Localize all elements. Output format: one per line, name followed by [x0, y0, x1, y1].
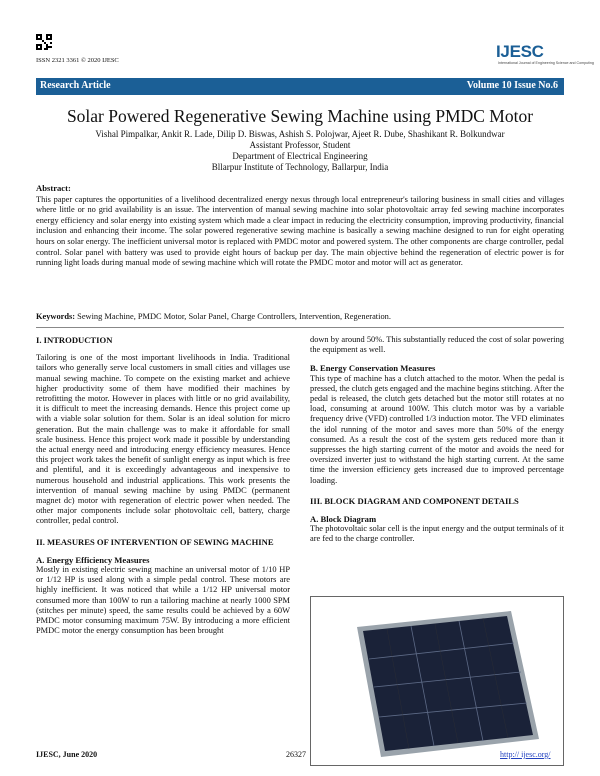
page-number: 26327 [286, 750, 306, 759]
footer-journal-date: IJESC, June 2020 [36, 750, 98, 759]
solar-panel-image [311, 597, 563, 765]
section-heading: II. MEASURES OF INTERVENTION OF SEWING MACHINE [36, 536, 274, 547]
author-names: Vishal Pimpalkar, Ankit R. Lade, Dilip D. Biswas, Ashish S. Polojwar, Ajeet R. Dube, Shashikant R. Bolkundwar [95, 129, 505, 139]
logo-subtitle: International Journal of Engineering Science and Computing [498, 61, 594, 65]
solar-panel-figure [310, 596, 564, 766]
department: Department of Electrical Engineering [232, 151, 368, 161]
paper-title: Solar Powered Regenerative Sewing Machine using PMDC Motor [66, 106, 534, 126]
left-column [36, 335, 290, 636]
qr-code-icon [36, 34, 52, 50]
volume-issue: Volume 10 Issue No.6 [466, 80, 558, 91]
journal-logo [496, 40, 594, 66]
journal-url-link[interactable]: http:// ijesc.org/ [500, 750, 551, 759]
logo-text: IJESC [496, 42, 544, 61]
author-block [36, 129, 564, 173]
abstract-heading: Abstract: [36, 183, 71, 193]
paragraph: down by around 50%. This substantially reduced the cost of solar powering the equipment as well. [310, 335, 564, 355]
paragraph: Tailoring is one of the most important livelihoods in India. Traditional tailors who generally serve local customers in small cities and villages use manual sewing machine. To compete on the existing market and achieve higher productivity some of them have modified their machines by retrofitting the motor. However in places with little or no grid availability, it is difficult to meet the increasing demands. Hence this project come up with a viable solar solution for them. Solar is an ideal solution for micro generation. But the main challenge was to make it affordable for small scale business. Hence this project work made it possible by understanding the actual energy need and introducing energy efficiency measures. Hence this project work takes the benefit of sunlight energy as input which is free and plentiful, and it is exceedingly advantageous and inexpensive to numerous household and industrial applications. This work presents the intervention of manual sewing machine by using PMDC (permanent magnet dc) motor with regeneration of electric power when needed. The other major components include solar photovoltaic cell, battery, charge controller, pedal control. [36, 353, 290, 526]
issn-line: ISSN 2321 3361 © 2020 IJESC [36, 57, 119, 64]
paragraph: The photovoltaic solar cell is the input energy and the output terminals of it are fed to the charge controller. [310, 524, 564, 544]
institute: Bllarpur Institute of Technology, Ballarpur, India [211, 162, 389, 172]
author-roles: Assistant Professor, Student [249, 140, 351, 150]
divider [36, 327, 564, 328]
section-heading: III. BLOCK DIAGRAM AND COMPONENT DETAILS [310, 495, 519, 506]
right-column [310, 335, 564, 545]
abstract-text: This paper captures the opportunities of a livelihood decentralized energy nexus through local entrepreneur's tailoring business in small cities and villages where little or no grid availability is an issue. The intervention of manual sewing machine into solar photovoltaic array fed sewing machine incorporates energy efficiency and solar energy into existing system which made a clear impact in reducing the electricity consumption, improving productivity, financial inclusion and enhancing their income. The solar powered regenerative sewing machine is basically a sewing machine designed to run for eight operating hours on solar energy. The inefficient universal motor is replaced with PMDC motor and powered system. The other components are charge controller, pedal control. Solar panel with battery was used to provide eight hours of backup per day. The main objective behind the regeneration of electric power is for running light loads during manual mode of sewing machine which will rotate the PMDC motor and motor will act as generator. [36, 194, 564, 268]
subsection-heading: B. Energy Conservation Measures [310, 363, 436, 374]
keywords-text: Sewing Machine, PMDC Motor, Solar Panel, Charge Controllers, Intervention, Regeneration. [77, 312, 391, 321]
header-banner [36, 78, 564, 95]
abstract [36, 183, 564, 269]
paragraph: This type of machine has a clutch attached to the motor. When the pedal is pressed, the clutch gets engaged and the machine begins stitching. After the pedal is released, the clutch gets detached but the motor still rotates at no load, consuming at around 100W. This clutch motor was by a variable frequency drive (VFD) controlled 1/3 induction motor. The VFD eliminates the idol running of the motor and saves more than 50% of the energy consumed. As a result the cost of the system gets reduced more than it suppresses the high starting current of the motor and avoids the need for oversized inverter just to withstand the high starting current. At the same time the inversion efficiency gets increased due to improved percentage loading. [310, 373, 564, 485]
keywords-label: Keywords: [36, 312, 76, 321]
section-heading: I. INTRODUCTION [36, 335, 113, 345]
article-type: Research Article [40, 80, 111, 91]
subsection-heading: A. Block Diagram [310, 514, 377, 525]
paragraph: Mostly in existing electric sewing machine an universal motor of 1/10 HP or 1/12 HP is used along with a simple pedal control. These motors are highly inefficient. It was noticed that while a 1/12 HP universal motor consumed more than 100W to run a tailoring machine at nearly 1000 SPM (stitches per minute) speed, the same results could be achieved by a 60W PMDC motor consuming maximum 75W. By introducing a more efficient PMDC motor the energy consumption has been brought [36, 565, 290, 636]
keywords [36, 312, 564, 321]
subsection-heading: A. Energy Efficiency Measures [36, 554, 150, 565]
